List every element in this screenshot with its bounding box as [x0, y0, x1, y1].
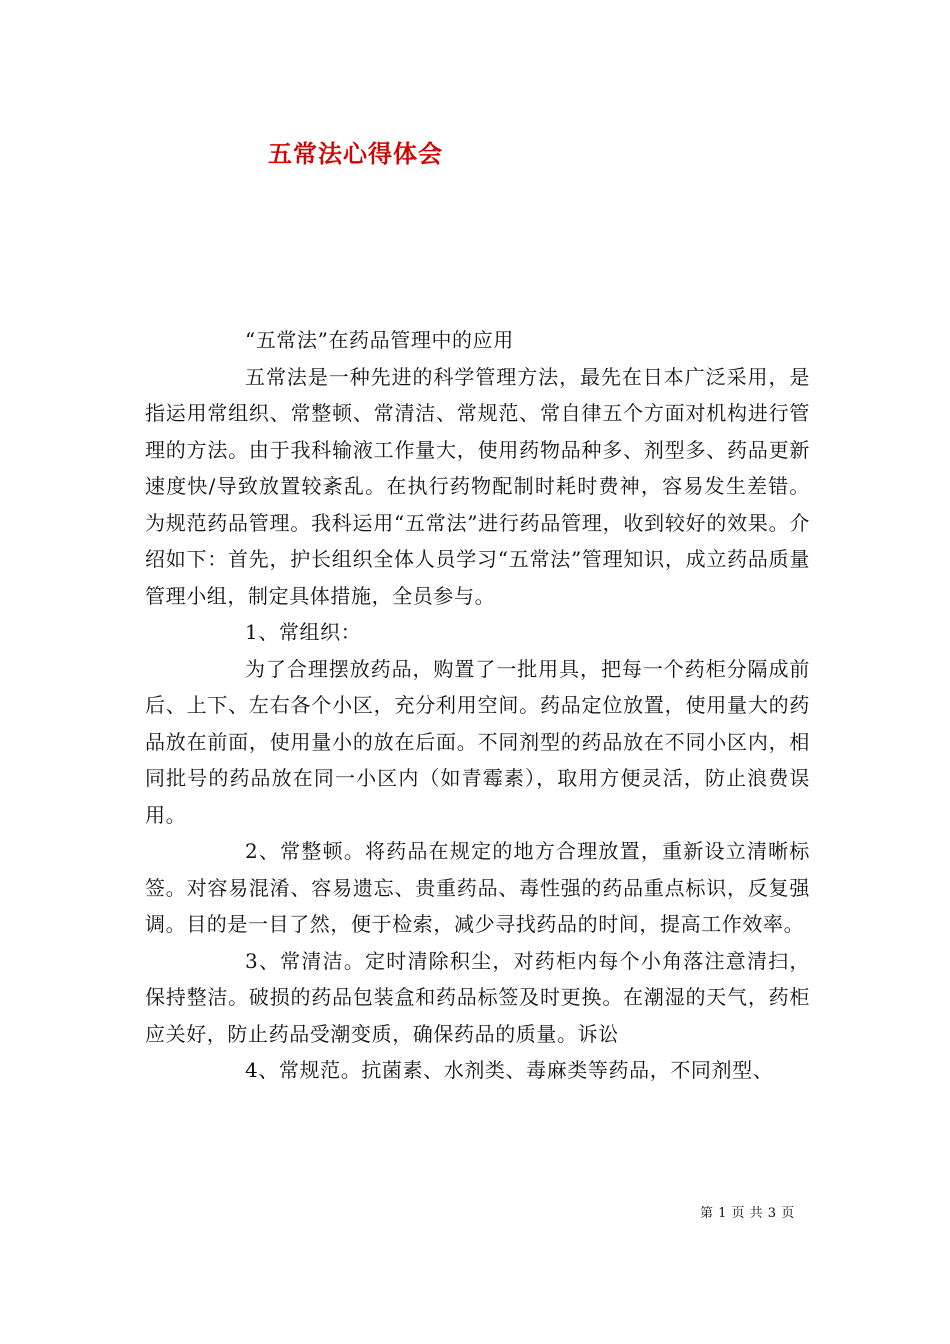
paragraph-heading-1: 1、常组织： [245, 620, 362, 644]
paragraph-clean: 3、常清洁。定时清除积尘，对药柜内每个小角落注意清扫，保持整洁。破损的药品包装盒和药品标签及时更换。在潮湿的天气，药柜应关好，防止药品受潮变质，确保药品的质量。诉讼 [145, 948, 810, 1046]
section-heading: “五常法”在药品管理中的应用 [245, 328, 514, 352]
paragraph-standardize: 4、常规范。抗菌素、水剂类、毒麻类等药品，不同剂型、 [245, 1058, 774, 1082]
paragraph-intro: 五常法是一种先进的科学管理方法，最先在日本广泛采用，是指运用常组织、常整顿、常清洁、常规范、常自律五个方面对机构进行管理的方法。由于我科输液工作量大，使用药物品种多、剂型多、药品更新速度快/导致放置较紊乱。在执行药物配制时耗时费神，容易发生差错。为规范药品管理。我科运用“五常法”进行药品管理，收到较好的效果。介绍如下：首先，护长组织全体人员学习“五常法”管理知识，成立药品质量管理小组，制定具体措施，全员参与。 [145, 364, 810, 608]
document-title: 五常法心得体会 [268, 139, 443, 168]
page-number: 第 1 页 共 3 页 [700, 1206, 795, 1221]
paragraph-rectify: 2、常整顿。将药品在规定的地方合理放置，重新设立清晰标签。对容易混淆、容易遗忘、贵重药品、毒性强的药品重点标识，反复强调。目的是一目了然，便于检索，减少寻找药品的时间，提高工作效率。 [145, 839, 810, 936]
paragraph-organize: 为了合理摆放药品，购置了一批用具，把每一个药柜分隔成前后、上下、左右各个小区，充分利用空间。药品定位放置，使用量大的药品放在前面，使用量小的放在后面。不同剂型的药品放在不同小区内，相同批号的药品放在同一小区内（如青霉素），取用方便灵活，防止浪费误用。 [145, 656, 810, 827]
document-body [145, 322, 810, 1089]
